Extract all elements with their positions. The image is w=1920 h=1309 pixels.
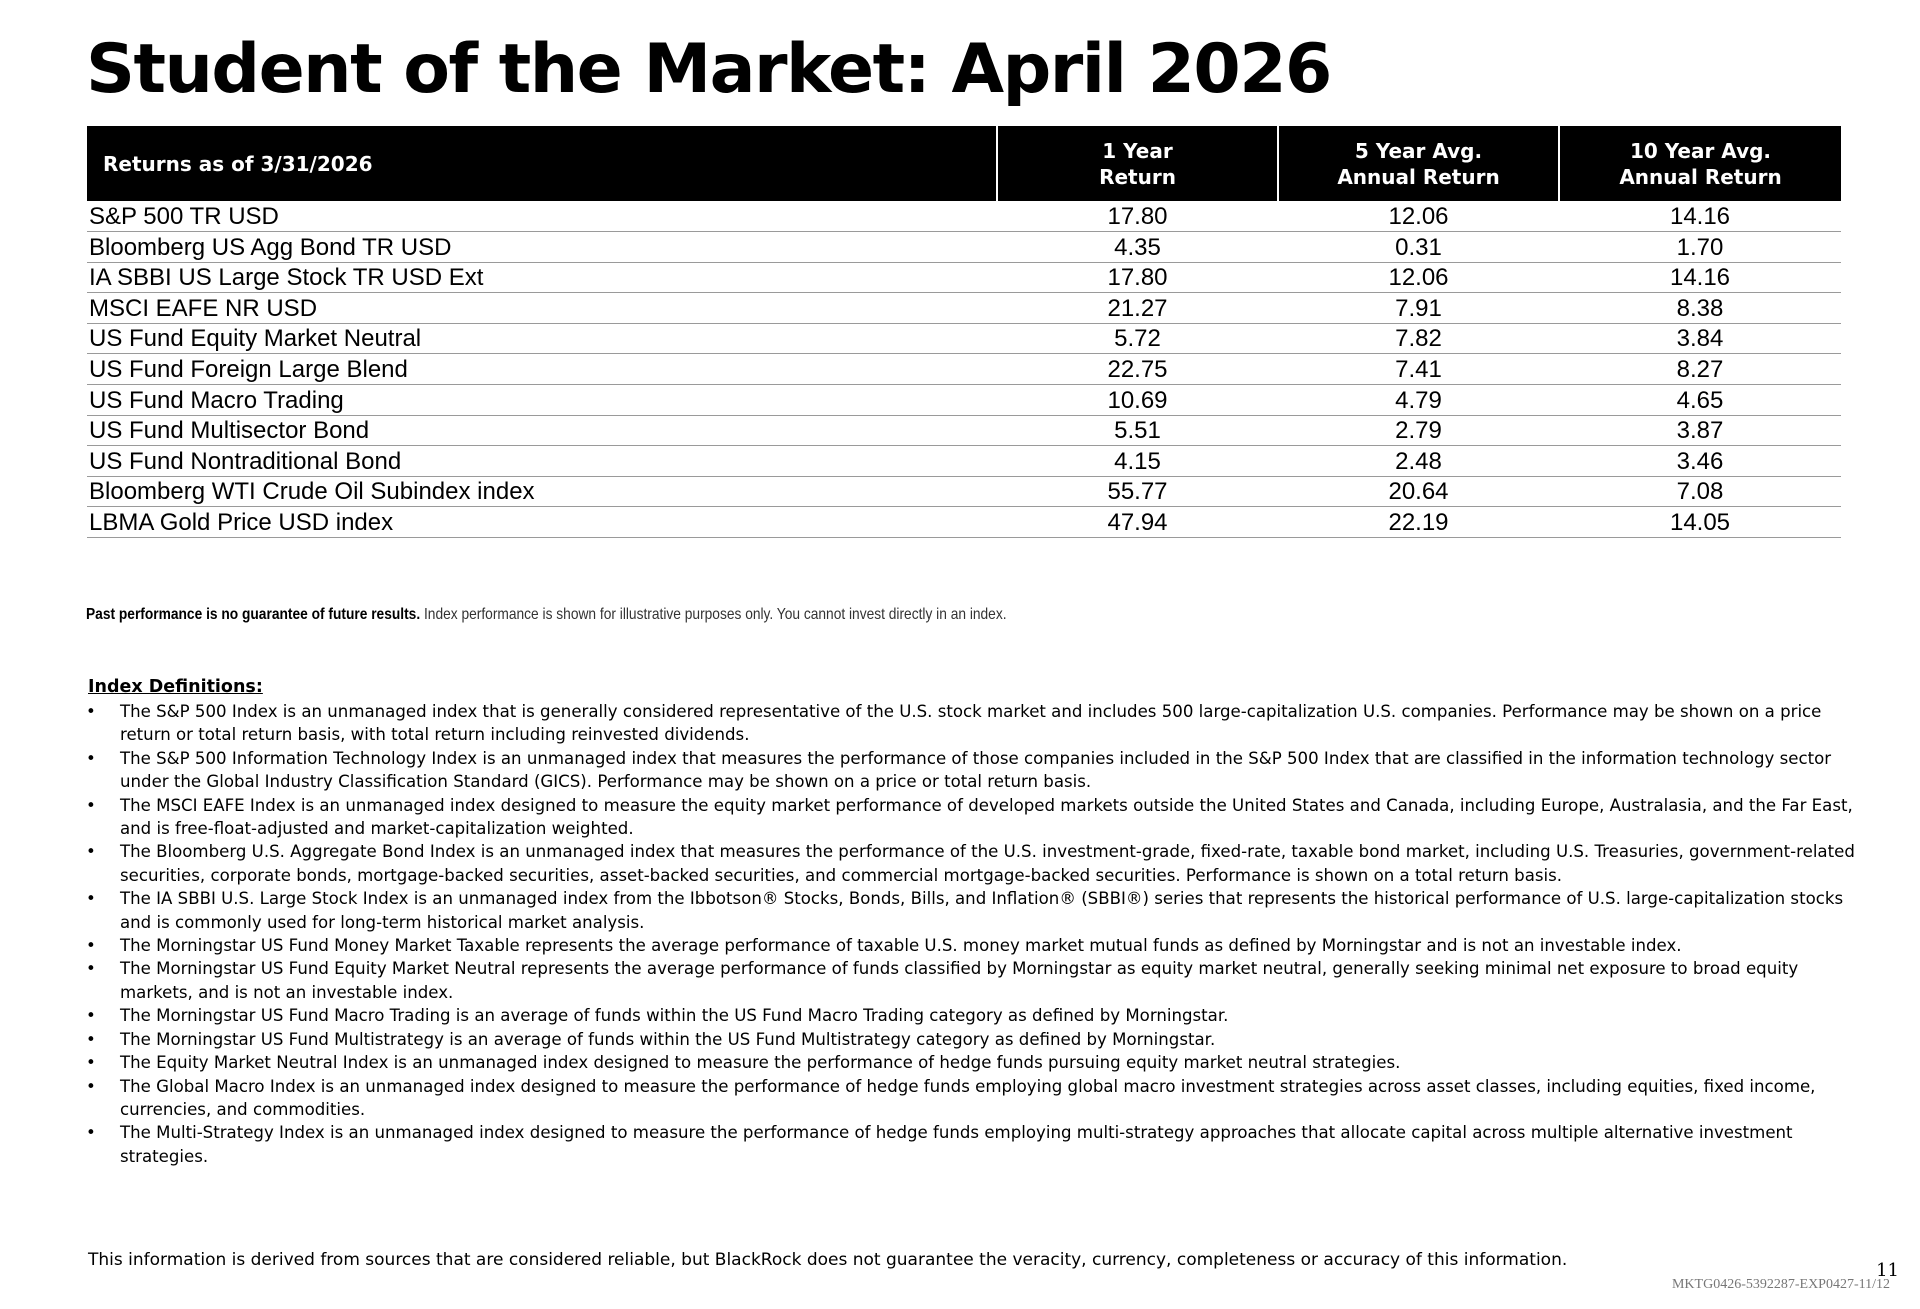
list-item	[86, 887, 1856, 934]
list-item	[86, 1051, 1856, 1074]
row-1-year: 17.80	[997, 262, 1278, 293]
row-5-year: 20.64	[1278, 476, 1559, 507]
definition-text: The Equity Market Neutral Index is an unmanaged index designed to measure the performance of hedge funds pursuing equity market neutral strategies.	[120, 1053, 1401, 1073]
table-row	[87, 415, 1841, 446]
bullet-icon: •	[86, 936, 96, 956]
header-5-year-avg-return: 5 Year Avg. Annual Return	[1278, 126, 1559, 201]
definition-text: The Morningstar US Fund Money Market Taxable represents the average performance of taxable U.S. money market mutual funds as defined by Morningstar and is not an investable index.	[120, 936, 1682, 956]
row-5-year: 22.19	[1278, 507, 1559, 538]
row-1-year: 17.80	[997, 201, 1278, 232]
definition-text: The Morningstar US Fund Equity Market Neutral represents the average performance of funds classified by Morningstar as equity market neutral, generally seeking minimal net exposure to broad equity markets, and is not an investable index.	[120, 959, 1799, 1002]
row-5-year: 2.48	[1278, 446, 1559, 477]
row-name: US Fund Equity Market Neutral	[87, 323, 997, 354]
definition-text: The Global Macro Index is an unmanaged index designed to measure the performance of hedge funds employing global macro investment strategies across asset classes, including equities, fixed income, currencies, and commodities.	[120, 1076, 1816, 1119]
row-5-year: 7.91	[1278, 293, 1559, 324]
source-note: This information is derived from sources that are considered reliable, but BlackRock does not guarantee the veracity, currency, completeness or accuracy of this information.	[88, 1250, 1568, 1270]
row-name: IA SBBI US Large Stock TR USD Ext	[87, 262, 997, 293]
bullet-icon: •	[86, 959, 96, 979]
bullet-icon: •	[86, 748, 96, 768]
header-returns-as-of: Returns as of 3/31/2026	[87, 126, 997, 201]
row-5-year: 2.79	[1278, 415, 1559, 446]
table-row	[87, 446, 1841, 477]
disclaimer-bold: Past performance is no guarantee of future results.	[86, 606, 421, 623]
bullet-icon: •	[86, 1123, 96, 1143]
row-name: US Fund Foreign Large Blend	[87, 354, 997, 385]
row-5-year: 7.82	[1278, 323, 1559, 354]
row-1-year: 55.77	[997, 476, 1278, 507]
row-10-year: 14.05	[1559, 507, 1841, 538]
row-1-year: 47.94	[997, 507, 1278, 538]
row-10-year: 8.27	[1559, 354, 1841, 385]
table-row	[87, 476, 1841, 507]
index-definitions-list	[86, 700, 1856, 1168]
row-5-year: 12.06	[1278, 201, 1559, 232]
row-10-year: 1.70	[1559, 232, 1841, 263]
list-item	[86, 1004, 1856, 1027]
performance-disclaimer	[86, 606, 1007, 624]
list-item	[86, 934, 1856, 957]
bullet-icon: •	[86, 842, 96, 862]
row-5-year: 12.06	[1278, 262, 1559, 293]
table-row	[87, 323, 1841, 354]
row-1-year: 5.51	[997, 415, 1278, 446]
table-row	[87, 385, 1841, 416]
list-item	[86, 1028, 1856, 1051]
bullet-icon: •	[86, 795, 96, 815]
definition-text: The S&P 500 Information Technology Index is an unmanaged index that measures the performance of those companies included in the S&P 500 Index that are classified in the information technology sector under the Global Industry Classification Standard (GICS). Performance may be shown on a price or total return basis.	[120, 748, 1832, 792]
bullet-icon: •	[86, 889, 96, 909]
page-title: Student of the Market: April 2026	[86, 30, 1331, 109]
table-row	[87, 232, 1841, 263]
row-name: MSCI EAFE NR USD	[87, 293, 997, 324]
row-name: LBMA Gold Price USD index	[87, 507, 997, 538]
table-row	[87, 354, 1841, 385]
bullet-icon: •	[86, 1029, 96, 1049]
disclaimer-text: Index performance is shown for illustrative purposes only. You cannot invest directly in an index.	[420, 606, 1007, 623]
row-5-year: 4.79	[1278, 385, 1559, 416]
definition-text: The MSCI EAFE Index is an unmanaged index designed to measure the equity market performance of developed markets outside the United States and Canada, including Europe, Australasia, and the Far East, and is free-float-adjusted and market-capitalization weighted.	[120, 795, 1853, 839]
returns-table	[87, 126, 1841, 538]
row-name: S&P 500 TR USD	[87, 201, 997, 232]
row-10-year: 14.16	[1559, 201, 1841, 232]
row-name: US Fund Multisector Bond	[87, 415, 997, 446]
row-10-year: 3.46	[1559, 446, 1841, 477]
document-code: MKTG0426-5392287-EXP0427-11/12	[1671, 1277, 1890, 1292]
index-definitions-heading: Index Definitions:	[88, 677, 263, 697]
list-item	[86, 700, 1856, 747]
definition-text: The IA SBBI U.S. Large Stock Index is an unmanaged index from the Ibbotson® Stocks, Bonds, Bills, and Inflation® (SBBI®) series that represents the historical performance of U.S. large-capitalization stocks and is commonly used for long-term historical market analysis.	[120, 889, 1844, 932]
definition-text: The Multi-Strategy Index is an unmanaged index designed to measure the performance of hedge funds employing multi-strategy approaches that allocate capital across multiple alternative investment strategies.	[120, 1123, 1793, 1166]
list-item	[86, 747, 1856, 794]
returns-table-body	[87, 201, 1841, 538]
bullet-icon: •	[86, 1076, 96, 1096]
bullet-icon: •	[86, 702, 96, 721]
row-10-year: 4.65	[1559, 385, 1841, 416]
definition-text: The Morningstar US Fund Multistrategy is an average of funds within the US Fund Multistrategy category as defined by Morningstar.	[120, 1029, 1216, 1049]
list-item	[86, 1075, 1856, 1122]
table-row	[87, 507, 1841, 538]
table-row	[87, 262, 1841, 293]
row-5-year: 0.31	[1278, 232, 1559, 263]
bullet-icon: •	[86, 1006, 96, 1026]
row-1-year: 4.35	[997, 232, 1278, 263]
header-1-year-return: 1 Year Return	[997, 126, 1278, 201]
list-item	[86, 1121, 1856, 1168]
row-1-year: 10.69	[997, 385, 1278, 416]
row-10-year: 7.08	[1559, 476, 1841, 507]
row-10-year: 14.16	[1559, 262, 1841, 293]
row-10-year: 3.84	[1559, 323, 1841, 354]
row-name: Bloomberg US Agg Bond TR USD	[87, 232, 997, 263]
bullet-icon: •	[86, 1053, 96, 1073]
header-10-year-avg-return: 10 Year Avg. Annual Return	[1559, 126, 1841, 201]
row-name: US Fund Nontraditional Bond	[87, 446, 997, 477]
list-item	[86, 957, 1856, 1004]
table-row	[87, 201, 1841, 232]
row-name: US Fund Macro Trading	[87, 385, 997, 416]
row-10-year: 8.38	[1559, 293, 1841, 324]
row-1-year: 22.75	[997, 354, 1278, 385]
page-number: 11	[1876, 1260, 1899, 1281]
returns-table-header	[87, 126, 1841, 201]
table-row	[87, 293, 1841, 324]
definition-text: The Morningstar US Fund Macro Trading is an average of funds within the US Fund Macro Trading category as defined by Morningstar.	[120, 1006, 1229, 1026]
row-1-year: 4.15	[997, 446, 1278, 477]
row-1-year: 5.72	[997, 323, 1278, 354]
row-10-year: 3.87	[1559, 415, 1841, 446]
list-item	[86, 840, 1856, 887]
definition-text: The S&P 500 Index is an unmanaged index that is generally considered representative of the U.S. stock market and includes 500 large-capitalization U.S. companies. Performance may be shown on a price return or total return basis, with total return including reinvested dividends.	[120, 702, 1822, 745]
list-item	[86, 794, 1856, 841]
row-5-year: 7.41	[1278, 354, 1559, 385]
row-1-year: 21.27	[997, 293, 1278, 324]
definition-text: The Bloomberg U.S. Aggregate Bond Index is an unmanaged index that measures the performance of the U.S. investment-grade, fixed-rate, taxable bond market, including U.S. Treasuries, government-related securities, corporate bonds, mortgage-backed securities, asset-backed securities, and commercial mortgage-backed securities. Performance is shown on a total return basis.	[120, 842, 1855, 885]
row-name: Bloomberg WTI Crude Oil Subindex index	[87, 476, 997, 507]
